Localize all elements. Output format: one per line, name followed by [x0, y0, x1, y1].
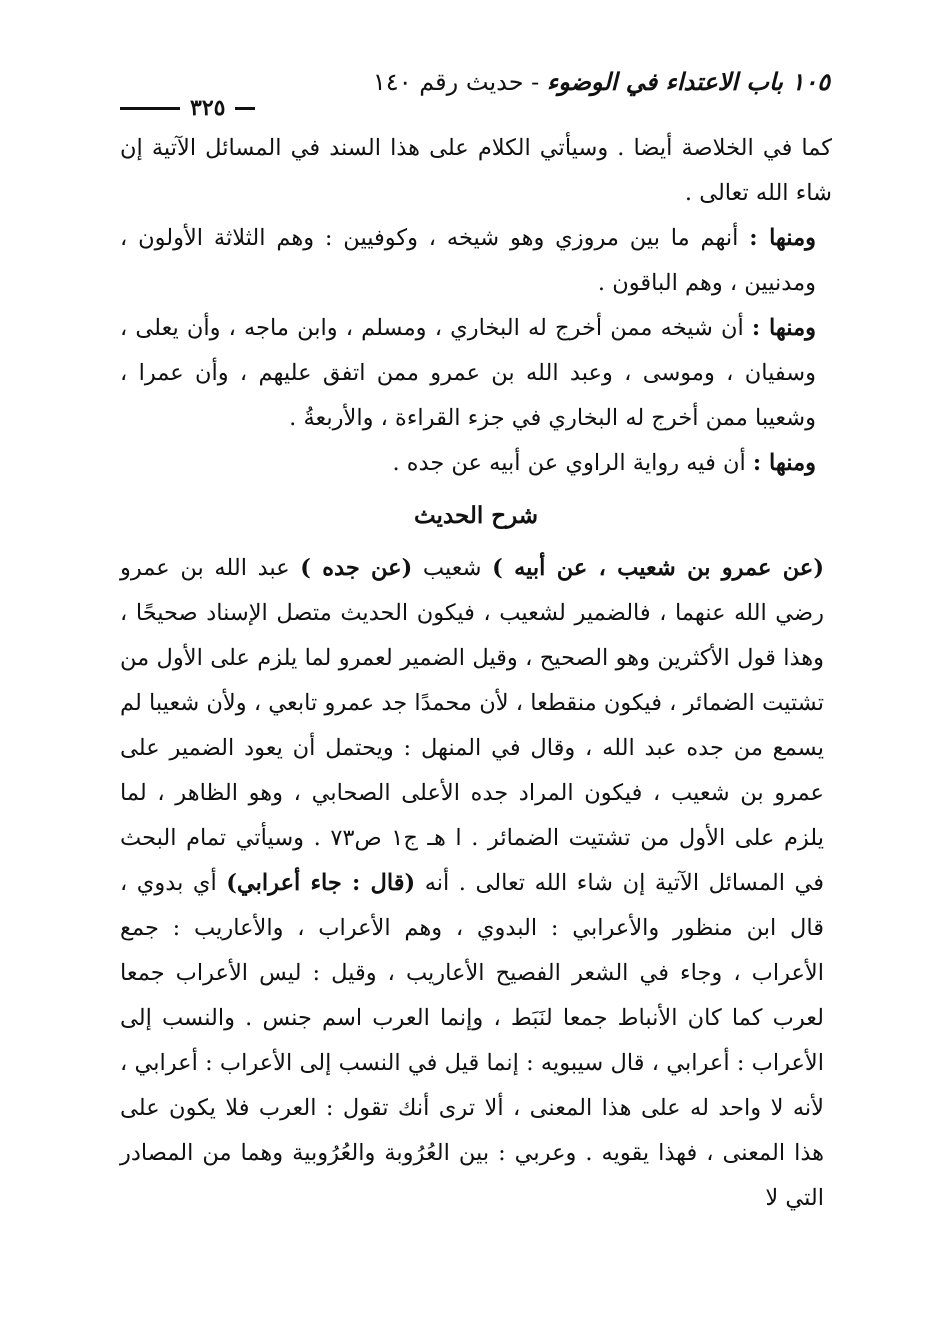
paragraph-4 — [120, 441, 832, 486]
paragraph-2-lead: ومنها : — [749, 225, 817, 251]
page-body — [120, 126, 832, 1221]
page-number-rule — [120, 88, 260, 128]
commentary-text-3: أي بدوي ، قال ابن منظور والأعرابي : البدوي ، وهم الأعراب ، والأعاريب : جمع الأعراب ، وجاء في الشعر الفصيح الأعاريب ، وقيل : ليس الأعراب جمعا لعرب كما كان الأنباط جمعا لنَبَط ، وإنما العرب اسم جنس . والنسب إلى الأعراب : أعرابي ، قال سيبويه : إنما قيل في النسب إلى الأعراب : أعرابي ، لأنه لا واحد له على هذا المعنى ، ألا ترى أنك تقول : العرب فلا يكون على هذا المعنى ، فهذا يقويه . وعربي : بين العُرُوبة والعُرُوبية وهما من المصادر التي لا — [120, 870, 824, 1211]
commentary-paragraph — [120, 546, 832, 1221]
quote-grandfather: (عن جده ) — [300, 555, 413, 581]
quote-bedouin: (قال : جاء أعرابي) — [226, 870, 416, 896]
header-rule — [120, 107, 180, 110]
header-rule-right — [235, 107, 255, 110]
commentary-text-2: عبد الله بن عمرو رضي الله عنهما ، فالضمير لشعيب ، فيكون الحديث متصل الإسناد صحيحًا ، وهذا قول الأكثرين وهو الصحيح ، وقيل الضمير لعمرو لما يلزم على الأول من تشتيت الضمائر ، فيكون منقطعا ، لأن محمدًا جد عمرو تابعي ، ولأن شعيبا لم يسمع من جده عبد الله ، وقال في المنهل : ويحتمل أن يعود الضمير على عمرو بن شعيب ، فيكون المراد جده الأعلى الصحابي ، وهو الظاهر ، لما يلزم على الأول من تشتيت الضمائر . ا هـ ج١ ص٧٣ . وسيأتي تمام البحث في المسائل الآتية إن شاء الله تعالى . أنه — [120, 555, 824, 896]
paragraph-1: كما في الخلاصة أيضا . وسيأتي الكلام على هذا السند في المسائل الآتية إن شاء الله تعالى . — [120, 135, 832, 206]
paragraph-2 — [120, 216, 832, 306]
page-number: ٣٢٥ — [190, 95, 226, 121]
chapter-title: ١٠٥ باب الاعتداء في الوضوء — [546, 67, 830, 96]
paragraph-4-lead: ومنها : — [752, 450, 816, 476]
paragraph-4-text: أن فيه رواية الراوي عن أبيه عن جده . — [392, 450, 753, 476]
paragraph-3 — [120, 306, 832, 441]
commentary-text-1: شعيب — [412, 555, 493, 581]
paragraph-3-lead: ومنها : — [751, 315, 816, 341]
hadith-reference: - حديث رقم ١٤٠ — [372, 68, 547, 96]
quote-narrators: (عن عمرو بن شعيب ، عن أبيه ) — [492, 555, 824, 581]
section-heading: شرح الحديث — [413, 502, 539, 529]
paragraph-3-text: أن شيخه ممن أخرج له البخاري ، ومسلم ، وابن ماجه ، وأن يعلى ، وسفيان ، وموسى ، وعبد الله بن عمرو ممن اتفق عليهم ، وأن عمرا ، وشعيبا ممن أخرج له البخاري في جزء القراءة ، والأربعةُ . — [120, 315, 816, 431]
paragraph-2-text: أنهم ما بين مروزي وهو شيخه ، وكوفيين : وهم الثلاثة الأولون ، ومدنيين ، وهم الباقون . — [120, 225, 816, 296]
